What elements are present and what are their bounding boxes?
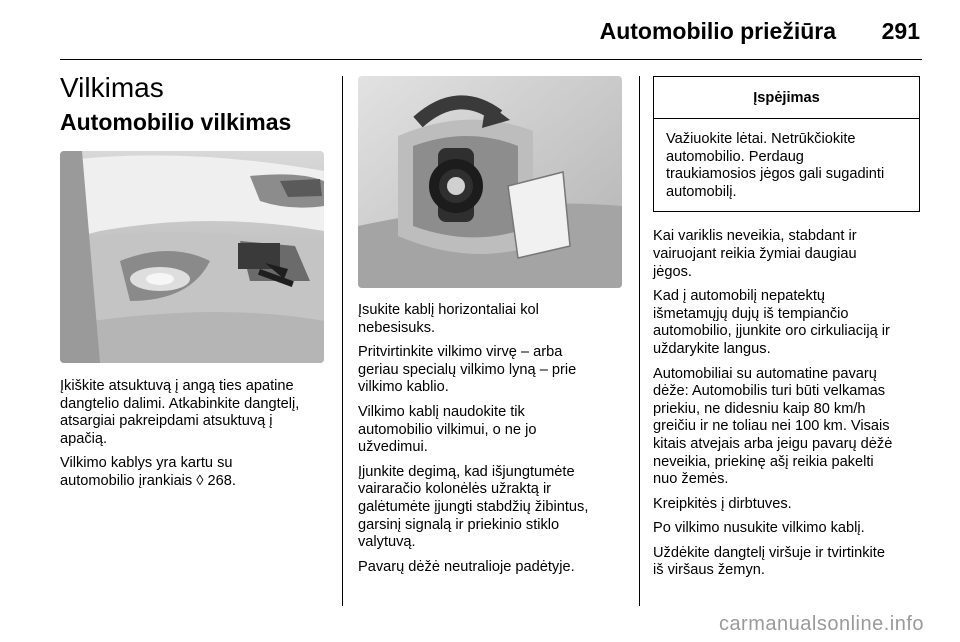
text-line: Pavarų dėžė neutralioje padėtyje. bbox=[358, 558, 575, 575]
col3-paragraph-4 bbox=[653, 496, 921, 514]
text-line: Automobiliai su automatine pavarų bbox=[653, 365, 877, 382]
text-line: kitais atvejais arba jeigu pavarų dėžė bbox=[653, 435, 893, 452]
header-title: Automobilio priežiūra bbox=[599, 18, 836, 44]
text-line: Įkiškite atsuktuvą į angą ties apatine bbox=[60, 378, 294, 394]
column-3 bbox=[653, 76, 921, 587]
col3-paragraph-3 bbox=[653, 366, 921, 489]
text-line: jėgos. bbox=[653, 263, 692, 280]
text-line: nebesisuks. bbox=[358, 319, 436, 336]
text-line: dėže: Automobilis turi būti velkamas bbox=[653, 383, 885, 400]
text-line: Uždėkite dangtelį viršuje ir tvirtinkite bbox=[653, 544, 885, 561]
text-line: galėtumėte įjungti stabdžių žibintus, bbox=[358, 498, 589, 515]
text-line: traukiamosios jėgos gali sugadinti bbox=[666, 166, 885, 183]
column-1 bbox=[60, 72, 328, 498]
text-line: vilkimo kablio. bbox=[358, 379, 449, 396]
col3-paragraph-1 bbox=[653, 228, 921, 281]
text-line: automobilio įrankiais ◊ 268. bbox=[60, 472, 236, 489]
section-title: Vilkimas bbox=[60, 72, 164, 103]
column-2 bbox=[358, 76, 623, 583]
col2-paragraph-1 bbox=[358, 302, 623, 337]
warning-title: Įspėjimas bbox=[654, 77, 919, 119]
text-line: Kreipkitės į dirbtuves. bbox=[653, 495, 792, 512]
page-number: 291 bbox=[881, 18, 920, 44]
text-line: vairuojant reikia žymiai daugiau bbox=[653, 245, 857, 262]
text-line: garsinį signalą ir priekinio stiklo bbox=[358, 516, 560, 533]
text-line: Kad į automobilį nepatektų bbox=[653, 288, 825, 305]
text-line: automobilį. bbox=[666, 183, 737, 200]
col3-paragraph-2 bbox=[653, 288, 921, 358]
warning-body bbox=[654, 119, 919, 211]
text-line: automobilio vilkimui, o ne jo bbox=[358, 421, 537, 438]
text-line: apačią. bbox=[60, 430, 108, 447]
col1-paragraph-1 bbox=[60, 378, 328, 448]
text-line: išmetamųjų dujų iš tempiančio bbox=[653, 305, 849, 322]
text-line: Kai variklis neveikia, stabdant ir bbox=[653, 228, 857, 245]
text-line: priekiu, ne didesniu kaip 80 km/h bbox=[653, 400, 866, 417]
text-line: automobilio, įjunkite oro cirkuliaciją ir bbox=[653, 323, 890, 340]
col2-paragraph-4 bbox=[358, 464, 623, 552]
column-divider-right bbox=[639, 76, 640, 606]
col3-paragraph-5 bbox=[653, 520, 921, 538]
text-line: užvedimui. bbox=[358, 439, 428, 456]
text-line: valytuvą. bbox=[358, 534, 416, 551]
text-line: Po vilkimo nusukite vilkimo kablį. bbox=[653, 520, 865, 537]
col2-paragraph-3 bbox=[358, 404, 623, 457]
watermark[interactable]: carmanualsonline.info bbox=[718, 613, 924, 635]
car-front-bumper-illustration bbox=[60, 151, 324, 363]
text-line: atsargiai pakreipdami atsuktuvą į bbox=[60, 413, 273, 430]
text-line: iš viršaus žemyn. bbox=[653, 562, 765, 579]
subsection-title: Automobilio vilkimas bbox=[60, 109, 292, 135]
text-line: Vilkimo kablys yra kartu su bbox=[60, 455, 233, 472]
text-line: Įjunkite degimą, kad išjungtumėte bbox=[358, 463, 575, 480]
text-line: automobilio. Perdaug bbox=[666, 148, 804, 165]
text-line: Važiuokite lėtai. Netrūkčiokite bbox=[666, 131, 856, 147]
warning-box bbox=[653, 76, 920, 212]
text-line: greičiu ir ne toliau nei 100 km. Visais bbox=[653, 418, 890, 435]
text-line: Įsukite kablį horizontaliai kol bbox=[358, 302, 539, 318]
col2-paragraph-5 bbox=[358, 559, 623, 577]
text-line: Pritvirtinkite vilkimo virvę – arba bbox=[358, 344, 563, 361]
col3-paragraph-6 bbox=[653, 545, 921, 580]
text-line: uždarykite langus. bbox=[653, 340, 771, 357]
text-line: vairaračio kolonėlės užraktą ir bbox=[358, 481, 552, 498]
text-line: dangtelio dalimi. Atkabinkite dangtelį, bbox=[60, 395, 300, 412]
col1-paragraph-2 bbox=[60, 455, 328, 490]
tow-hook-illustration bbox=[358, 76, 622, 288]
page-header bbox=[60, 14, 922, 60]
text-line: Vilkimo kablį naudokite tik bbox=[358, 403, 525, 420]
column-divider-left bbox=[342, 76, 343, 606]
text-line: geriau specialų vilkimo lyną – prie bbox=[358, 361, 577, 378]
text-line: neveikia, priekinę ašį reikia pakelti bbox=[653, 453, 874, 470]
text-line: nuo žemės. bbox=[653, 471, 729, 488]
col2-paragraph-2 bbox=[358, 344, 623, 397]
